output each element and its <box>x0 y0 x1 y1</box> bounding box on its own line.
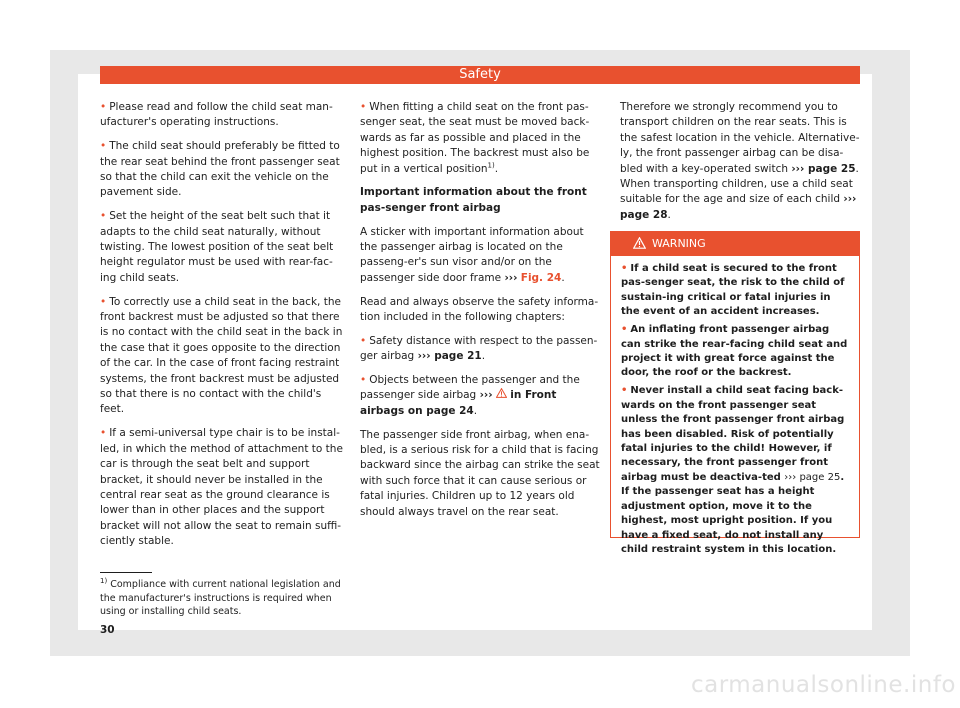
page-number: 30 <box>100 624 115 636</box>
footnote-divider <box>100 572 152 573</box>
bullet-icon: • <box>100 140 107 153</box>
footnote-marker[interactable]: 1) <box>487 161 495 170</box>
arrow-icon: ››› <box>479 389 493 402</box>
list-item: • If a semi-universal type chair is to be instal-led, in which the method of attachment to the car is through the seat belt and support bracket, it should never be installed in the central rear seat as the ground clearance is lower than in other places and the support bracket will not allow the seat to remain suffi-ciently stable. <box>100 427 343 548</box>
subheading: Important information about the front pas-senger front airbag <box>360 186 587 214</box>
footnote-mark: 1) <box>100 576 108 585</box>
paragraph: The passenger side front airbag, when ena-bled, is a serious risk for a child that is facing backward since the airbag can strike the seat with such force that it can cause serious or fatal injuries. Children up to 12 years old should always travel on the rear seat. <box>360 428 600 518</box>
arrow-icon: ››› <box>504 271 518 284</box>
page-link[interactable]: ››› page 21 <box>417 350 482 363</box>
list-item: • Please read and follow the child seat man-ufacturer's operating instructions. <box>100 101 333 129</box>
column-right <box>620 100 864 232</box>
warning-title: WARNING <box>652 237 706 250</box>
column-left <box>100 100 344 558</box>
warning-box <box>610 231 860 555</box>
column-middle <box>360 100 604 528</box>
page-link[interactable]: ››› page 25 <box>791 162 856 175</box>
footnote-text: Compliance with current national legislation and the manufacturer's instructions is required when using or installing child seats. <box>100 579 341 617</box>
warning-icon <box>633 237 646 249</box>
list-item: • To correctly use a child seat in the back, the front backrest must be adjusted so that there is no contact with the child seat in the back in the case that it goes opposite to the direction of the car. In the case of front facing restraint systems, the front backrest must be adjusted so that there is no contact with the child's feet. <box>100 295 343 416</box>
bullet-icon: • <box>360 101 367 113</box>
bullet-icon: • <box>360 334 367 347</box>
bullet-icon: • <box>621 263 628 274</box>
warning-icon <box>496 389 507 401</box>
bullet-icon: • <box>100 295 107 308</box>
watermark: carmanualsonline.info <box>690 672 956 698</box>
bullet-icon: • <box>360 374 367 387</box>
list-item: • Safety distance with respect to the passen-ger airbag ››› page 21. <box>360 334 598 363</box>
bullet-icon: • <box>621 385 628 397</box>
bullet-icon: • <box>100 210 107 223</box>
list-item: • If a child seat is secured to the front pas-senger seat, the risk to the child of sustain-ing critical or fatal injuries in the event of an accident increases. <box>621 263 845 318</box>
bullet-icon: • <box>100 427 107 440</box>
list-item: • An inflating front passenger airbag can strike the rear-facing child seat and project it with great force against the door, the roof or the backrest. <box>621 324 848 379</box>
list-item: • Never install a child seat facing back-wards on the front passenger seat unless the front passenger front airbag has been disabled. Risk of potentially fatal injuries to the child! However, if necessary, the front passenger front airbag must be deactiva-ted ››› page 25. If the passenger seat has a height adjustment option, move it to the highest, most upright position. If you have a fixed seat, do not install any child restraint system in this location. <box>621 385 845 555</box>
list-item: • Objects between the passenger and the passenger side airbag ››› in Front airbags on page 24. <box>360 374 580 417</box>
footnote <box>100 578 350 619</box>
paragraph: Therefore we strongly recommend you to transport children on the rear seats. This is the safest location in the vehicle. Alternative-ly, the front passenger airbag can be disa-bled with a key-operated switch ››› page 25. When transporting children, use a child seat suitable for the age and size of each child ››› page 28. <box>620 101 860 221</box>
warning-body <box>611 256 859 557</box>
list-item: • The child seat should preferably be fitted to the rear seat behind the front passenger seat so that the child can exit the vehicle on the pavement side. <box>100 140 340 199</box>
page-link[interactable]: in Front airbags on page 24 <box>360 389 557 417</box>
list-item: • Set the height of the seat belt such that it adapts to the child seat naturally, without twisting. The lowest position of the seat belt height regulator must be used with rear-fac-ing child seats. <box>100 210 334 284</box>
bullet-icon: • <box>100 101 107 113</box>
paragraph: Read and always observe the safety informa-tion included in the following chapters: <box>360 295 599 324</box>
warning-header <box>611 232 859 256</box>
page-link[interactable]: ››› page 28 <box>620 193 857 221</box>
paragraph: A sticker with important information about the passenger airbag is located on the passeng-er's sun visor and/or on the passenger side door frame ››› Fig. 24. <box>360 225 584 284</box>
section-header: Safety <box>100 66 860 84</box>
list-item: • When fitting a child seat on the front pas-senger seat, the seat must be moved back-wards as far as possible and placed in the highest position. The backrest must also be put in a vertical position$^{1)}$. <box>360 101 590 175</box>
page-link[interactable]: ››› page 25 <box>784 471 841 483</box>
bullet-icon: • <box>621 324 628 336</box>
figure-link[interactable]: Fig. 24 <box>520 271 562 284</box>
